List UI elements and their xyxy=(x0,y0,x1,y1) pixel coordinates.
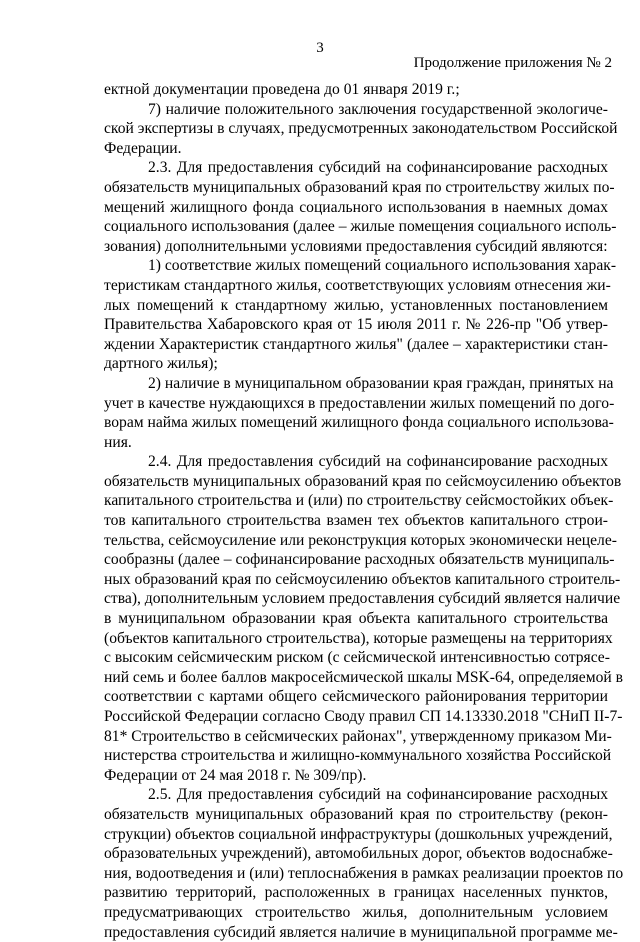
text-line: ния. xyxy=(104,433,132,451)
text-line: Российской Федерации согласно Своду правил СП 14.13330.2018 "СНиП II-7- xyxy=(104,708,623,725)
text-line: лых помещений к стандартному жилью, установленных постановлением xyxy=(104,296,608,314)
text-line: ектной документации проведена до 01 января 2019 г.; xyxy=(104,81,460,98)
text-line: Правительства Хабаровского края от 15 июля 2011 г. № 226-пр "Об утвер- xyxy=(104,316,608,334)
text-line: в муниципальном образовании края объекта капитального строительства xyxy=(104,610,608,628)
text-line: дартного жилья); xyxy=(104,355,218,373)
text-line: теристикам стандартного жилья, соответствующих условиям отнесения жи- xyxy=(104,276,611,294)
text-line: ства), дополнительным условием предоставления субсидий является наличие xyxy=(104,590,621,608)
text-line: образовательных учреждений), автомобильных дорог, объектов водоснабже- xyxy=(104,845,613,863)
text-line: с высоким сейсмическим риском (с сейсмической интенсивностью сотрясе- xyxy=(104,649,610,667)
document-body xyxy=(104,80,624,942)
text-line: предоставления субсидий является наличие в муниципальной программе ме- xyxy=(104,923,618,941)
text-line: нистерства строительства и жилищно-коммунального хозяйства Российской xyxy=(104,747,612,765)
text-line: капитального строительства и (или) по строительству сейсмостойких объек- xyxy=(104,492,614,510)
page-number: 3 xyxy=(316,40,324,56)
text-line: тов капитального строительства взамен тех объектов капитального строи- xyxy=(104,512,608,530)
text-line: струкции) объектов социальной инфраструктуры (дошкольных учреждений, xyxy=(104,825,613,843)
text-line: зования) дополнительными условиями предоставления субсидий являются: xyxy=(104,237,608,255)
text-line: ждении Характеристик стандартного жилья" (далее – характеристики стан- xyxy=(104,335,608,353)
text-line: сообразны (далее – софинансирование расходных обязательств муниципаль- xyxy=(104,551,615,569)
text-line: 1) соответствие жилых помещений социального использования харак- xyxy=(148,257,617,275)
text-line: предусматривающих строительство жилья, дополнительным условием xyxy=(104,903,608,921)
text-line: 2) наличие в муниципальном образовании края граждан, принятых на xyxy=(148,374,614,392)
text-line: обязательств муниципальных образований края по сейсмоусилению объектов xyxy=(104,472,622,490)
text-line: 7) наличие положительного заключения государственной экологиче- xyxy=(148,100,608,118)
text-line: соответствии с картами общего сейсмического районирования территории xyxy=(104,688,608,706)
text-line: ний семь и более баллов макросейсмической шкалы MSK-64, определяемой в xyxy=(104,668,624,686)
text-line: 2.4. Для предоставления субсидий на софинансирование расходных xyxy=(148,453,608,471)
text-line: 81* Строительство в сейсмических районах", утвержденному приказом Ми- xyxy=(104,727,612,745)
text-line: развитию территорий, расположенных в границах населенных пунктов, xyxy=(104,884,608,902)
text-line: 2.5. Для предоставления субсидий на софинансирование расходных xyxy=(148,786,608,804)
text-line: ных образований края по сейсмоусилению объектов капитального строитель- xyxy=(104,570,621,588)
text-line: ния, водоотведения и (или) теплоснабжения в рамках реализации проектов по xyxy=(104,864,624,882)
text-line: ворам найма жилых помещений жилищного фонда социального использова- xyxy=(104,414,614,432)
text-line: Федерации от 24 мая 2018 г. № 309/пр). xyxy=(104,766,367,784)
text-line: (объектов капитального строительства), которые размещены на территориях xyxy=(104,629,613,647)
text-line: ской экспертизы в случаях, предусмотренных законодательством Российской xyxy=(104,120,618,138)
text-line: тельства, сейсмоусиление или реконструкция которых экономически нецеле- xyxy=(104,531,617,549)
text-line: мещений жилищного фонда социального использования в наемных домах xyxy=(104,198,608,216)
text-line: учет в качестве нуждающихся в предоставлении жилых помещений по дого- xyxy=(104,394,615,412)
text-line: обязательств муниципальных образований края по строительству жилых по- xyxy=(104,178,615,196)
text-line: Федерации. xyxy=(104,139,182,157)
text-line: обязательств муниципальных образований края по строительству (рекон- xyxy=(104,805,608,823)
text-line: социального использования (далее – жилые помещения социального исполь- xyxy=(104,218,617,236)
appendix-note: Продолжение приложения № 2 xyxy=(413,55,612,71)
text-line: 2.3. Для предоставления субсидий на софинансирование расходных xyxy=(148,159,608,177)
